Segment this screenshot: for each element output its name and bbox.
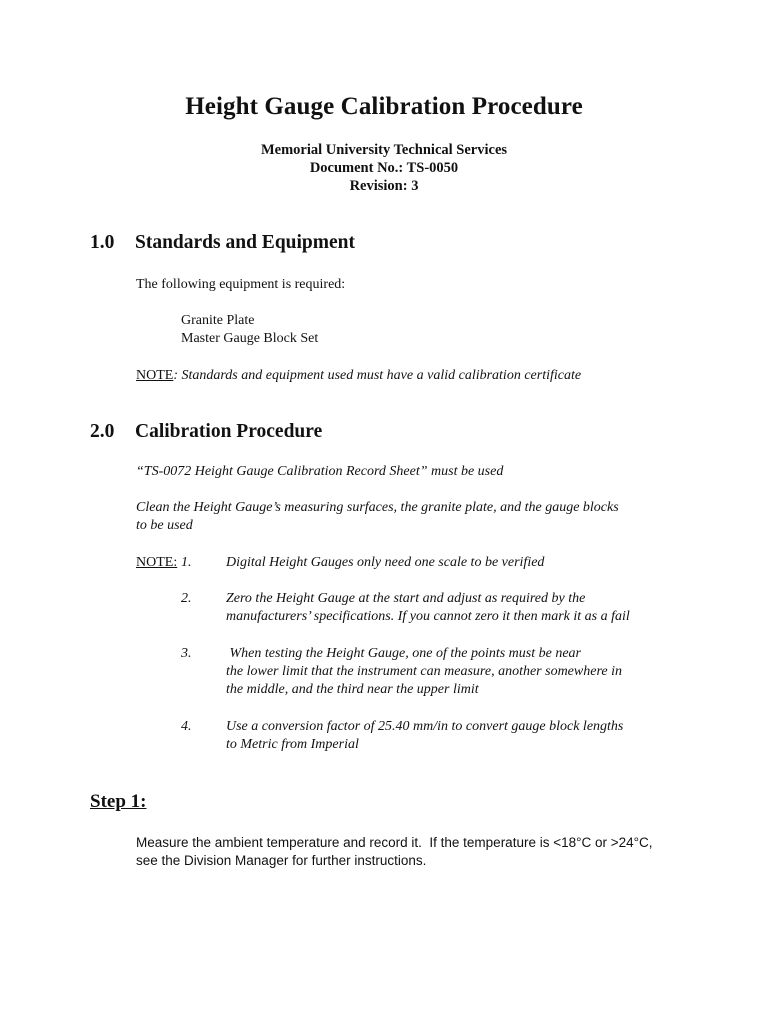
section-2-title: Calibration Procedure (135, 421, 323, 442)
step-line: see the Division Manager for further instructions. (136, 853, 427, 868)
section-2-heading (90, 421, 322, 443)
note-text: : Standards and equipment used must have a valid calibration certificate (173, 368, 582, 383)
note-label: NOTE: (136, 555, 178, 570)
item-line: Digital Height Gauges only need one scale to be verified (226, 555, 545, 570)
procedure-item-1 (136, 554, 696, 572)
item-line: the middle, and the third near the upper limit (226, 682, 479, 697)
section-1-heading (90, 232, 355, 254)
document-meta (0, 141, 768, 195)
item-line: manufacturers’ specifications. If you cannot zero it then mark it as a fail (226, 609, 630, 624)
cleaning-instruction (136, 499, 696, 535)
organization-name: Memorial University Technical Services (260, 142, 508, 158)
equipment-item: Granite Plate (181, 313, 255, 328)
item-line: the lower limit that the instrument can measure, another somewhere in (226, 664, 622, 679)
step-line: Measure the ambient temperature and record it. If the temperature is <18°C or >24°C, (136, 835, 653, 850)
revision-number: Revision: 3 (349, 178, 419, 194)
section-1-title: Standards and Equipment (135, 232, 356, 253)
note-label: NOTE (136, 368, 174, 383)
equipment-intro: The following equipment is required: (136, 277, 346, 292)
procedure-item-2 (136, 590, 696, 626)
item-number: 1. (181, 555, 192, 570)
record-sheet-instruction: “TS-0072 Height Gauge Calibration Record Sheet” must be used (136, 464, 504, 479)
cleaning-line: to be used (136, 518, 193, 533)
item-number: 2. (181, 591, 192, 606)
equipment-list (181, 312, 318, 348)
item-text (226, 554, 686, 572)
item-text (226, 590, 686, 626)
procedure-item-4 (136, 718, 696, 754)
item-text (226, 645, 686, 699)
step-1-heading: Step 1: (90, 791, 147, 812)
cleaning-line: Clean the Height Gauge’s measuring surfaces, the granite plate, and the gauge blocks (136, 500, 619, 515)
item-line: Zero the Height Gauge at the start and adjust as required by the (226, 591, 586, 606)
step-1-instructions (136, 834, 696, 870)
procedure-item-3 (136, 645, 696, 699)
item-line: Use a conversion factor of 25.40 mm/in to convert gauge block lengths (226, 719, 624, 734)
section-1-note (136, 367, 581, 385)
section-1-number: 1.0 (90, 232, 115, 253)
document-title: Height Gauge Calibration Procedure (185, 93, 583, 120)
item-text (226, 718, 686, 754)
item-line: When testing the Height Gauge, one of the points must be near (226, 646, 581, 661)
equipment-item: Master Gauge Block Set (181, 331, 319, 346)
item-number: 3. (181, 646, 192, 661)
document-number: Document No.: TS-0050 (309, 160, 459, 176)
item-number: 4. (181, 719, 192, 734)
item-line: to Metric from Imperial (226, 737, 359, 752)
section-2-number: 2.0 (90, 421, 115, 442)
